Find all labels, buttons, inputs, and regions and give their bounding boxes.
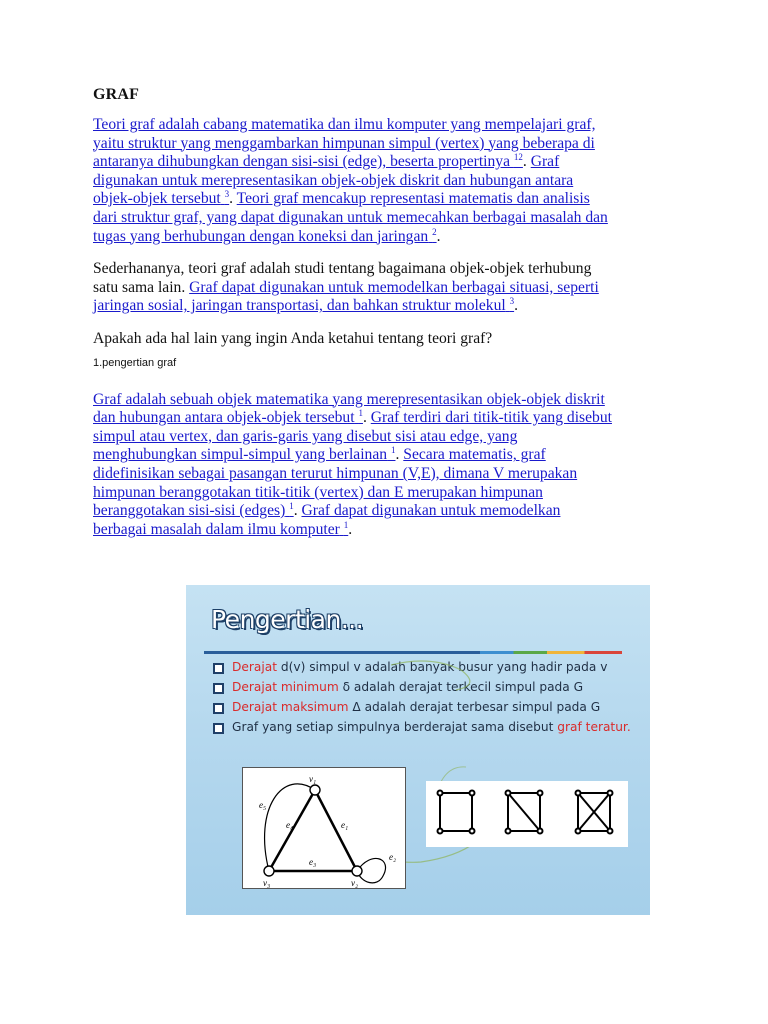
link-teori-graf-mencakup[interactable]: Teori graf mencakup representasi matematis dan analisis dari struktur graf, yang dapat digunakan untuk memecahkan berbagai masalah dan tugas yang berhubungan dengan koneksi dan jaringan $^2$ bbox=[93, 190, 608, 245]
square-graph bbox=[438, 791, 475, 834]
link-graf-digunakan[interactable]: Graf digunakan untuk merepresentasikan objek-objek diskrit dan hubungan antara objek-objek tersebut $^3$ bbox=[93, 153, 574, 208]
slide-bullet-derajat: Derajat d(v) simpul v adalah banyak busur yang hadir pada v bbox=[212, 659, 632, 675]
document-body bbox=[93, 86, 683, 553]
link-graf-terdiri[interactable]: Graf terdiri dari titik-titik yang disebut simpul atau vertex, dan garis-garis yang disebut sisi atau edge, yang menghubungkan simpul-simpul yang berlainan $^1$ bbox=[93, 409, 612, 464]
link-graf-objek[interactable]: Graf adalah sebuah objek matematika yang merepresentasikan objek-objek diskrit dan hubungan antara objek-objek tersebut $^1$ bbox=[93, 390, 605, 427]
svg-text:v₁: v₁ bbox=[309, 774, 317, 784]
graph-diagram bbox=[242, 767, 406, 889]
link-graf-ilmu-komputer[interactable]: Graf dapat digunakan untuk memodelkan berbagai masalah dalam ilmu komputer $^1$ bbox=[93, 502, 561, 538]
slide-bullet-derajat-maksimum: Derajat maksimum Δ adalah derajat terbesar simpul pada G bbox=[212, 699, 632, 715]
document-title: GRAF bbox=[93, 86, 140, 103]
svg-text:e₅: e₅ bbox=[259, 800, 267, 810]
paragraph-sederhananya: Sederhananya, teori graf adalah studi tentang bagaimana objek-objek terhubung satu sama lain. Graf dapat digunakan untuk memodelkan berbagai situasi, seperti jaringan sosial, jaringan transportasi, dan bahkan struktur molekul $^3$. bbox=[93, 260, 599, 315]
svg-text:e₂: e₂ bbox=[389, 852, 397, 862]
graph-svg bbox=[243, 768, 405, 888]
paragraph-question: Apakah ada hal lain yang ingin Anda ketahui tentang teori graf? bbox=[93, 329, 493, 347]
svg-text:e₄: e₄ bbox=[286, 820, 294, 830]
slide-title: Pengertian... bbox=[211, 605, 364, 634]
regular-graphs bbox=[426, 781, 628, 847]
paragraph-pengertian: Graf adalah sebuah objek matematika yang merepresentasikan objek-objek diskrit dan hubungan antara objek-objek tersebut $^1$. Graf terdiri dari titik-titik yang disebut simpul atau vertex, dan garis-garis yang disebut sisi atau edge, yang menghubungkan simpul-simpul yang berlainan $^1$. Secara matematis, graf didefinisikan sebagai pasangan terurut himpunan (V,E), dimana V merupakan himpunan beranggotakan titik-titik (vertex) dan E merupakan himpunan beranggotakan sisi-sisi (edges) $^1$. Graf dapat digunakan untuk memodelkan berbagai masalah dalam ilmu komputer $^1$. bbox=[93, 390, 612, 538]
paragraph-intro: Teori graf adalah cabang matematika dan ilmu komputer yang mempelajari graf, yaitu struktur yang menggambarkan himpunan simpul (vertex) yang beberapa di antaranya dihubungkan dengan sisi-sisi (edge), beserta propertinya $^{12}$. Graf digunakan untuk merepresentasikan objek-objek diskrit dan hubungan antara objek-objek tersebut $^3$. Teori graf mencakup representasi matematis dan analisis dari struktur graf, yang dapat digunakan untuk memecahkan berbagai masalah dan tugas yang berhubungan dengan koneksi dan jaringan $^2$. bbox=[93, 116, 608, 245]
regular-graphs-svg bbox=[426, 781, 628, 847]
link-graf-memodelkan[interactable]: Graf dapat digunakan untuk memodelkan berbagai situasi, seperti jaringan sosial, jaringan transportasi, dan bahkan struktur molekul $^3$ bbox=[93, 278, 599, 315]
svg-text:e₃: e₃ bbox=[309, 857, 317, 867]
svg-text:v₂: v₂ bbox=[351, 878, 359, 888]
square-diagonal-graph bbox=[506, 791, 543, 834]
slide-bullet-graf-teratur: Graf yang setiap simpulnya berderajat sama disebut graf teratur. bbox=[212, 719, 632, 735]
complete-k4-graph bbox=[576, 791, 613, 834]
link-secara-matematis[interactable]: Secara matematis, graf didefinisikan sebagai pasangan terurut himpunan (V,E), dimana V merupakan himpunan beranggotakan titik-titik (vertex) dan E merupakan himpunan beranggotakan sisi-sisi (edges) $^1$ bbox=[93, 446, 578, 520]
svg-text:v₃: v₃ bbox=[263, 878, 271, 888]
slide-bullet-derajat-minimum: Derajat minimum δ adalah derajat terkecil simpul pada G bbox=[212, 679, 632, 695]
section-heading: 1.pengertian graf bbox=[93, 356, 177, 369]
slide-image bbox=[186, 585, 650, 915]
svg-text:e₁: e₁ bbox=[341, 820, 349, 830]
link-teori-graf[interactable]: Teori graf adalah cabang matematika dan ilmu komputer yang mempelajari graf, yaitu struktur yang menggambarkan himpunan simpul (vertex) yang beberapa di antaranya dihubungkan dengan sisi-sisi (edge), beserta propertinya $^{12}$ bbox=[93, 116, 596, 171]
